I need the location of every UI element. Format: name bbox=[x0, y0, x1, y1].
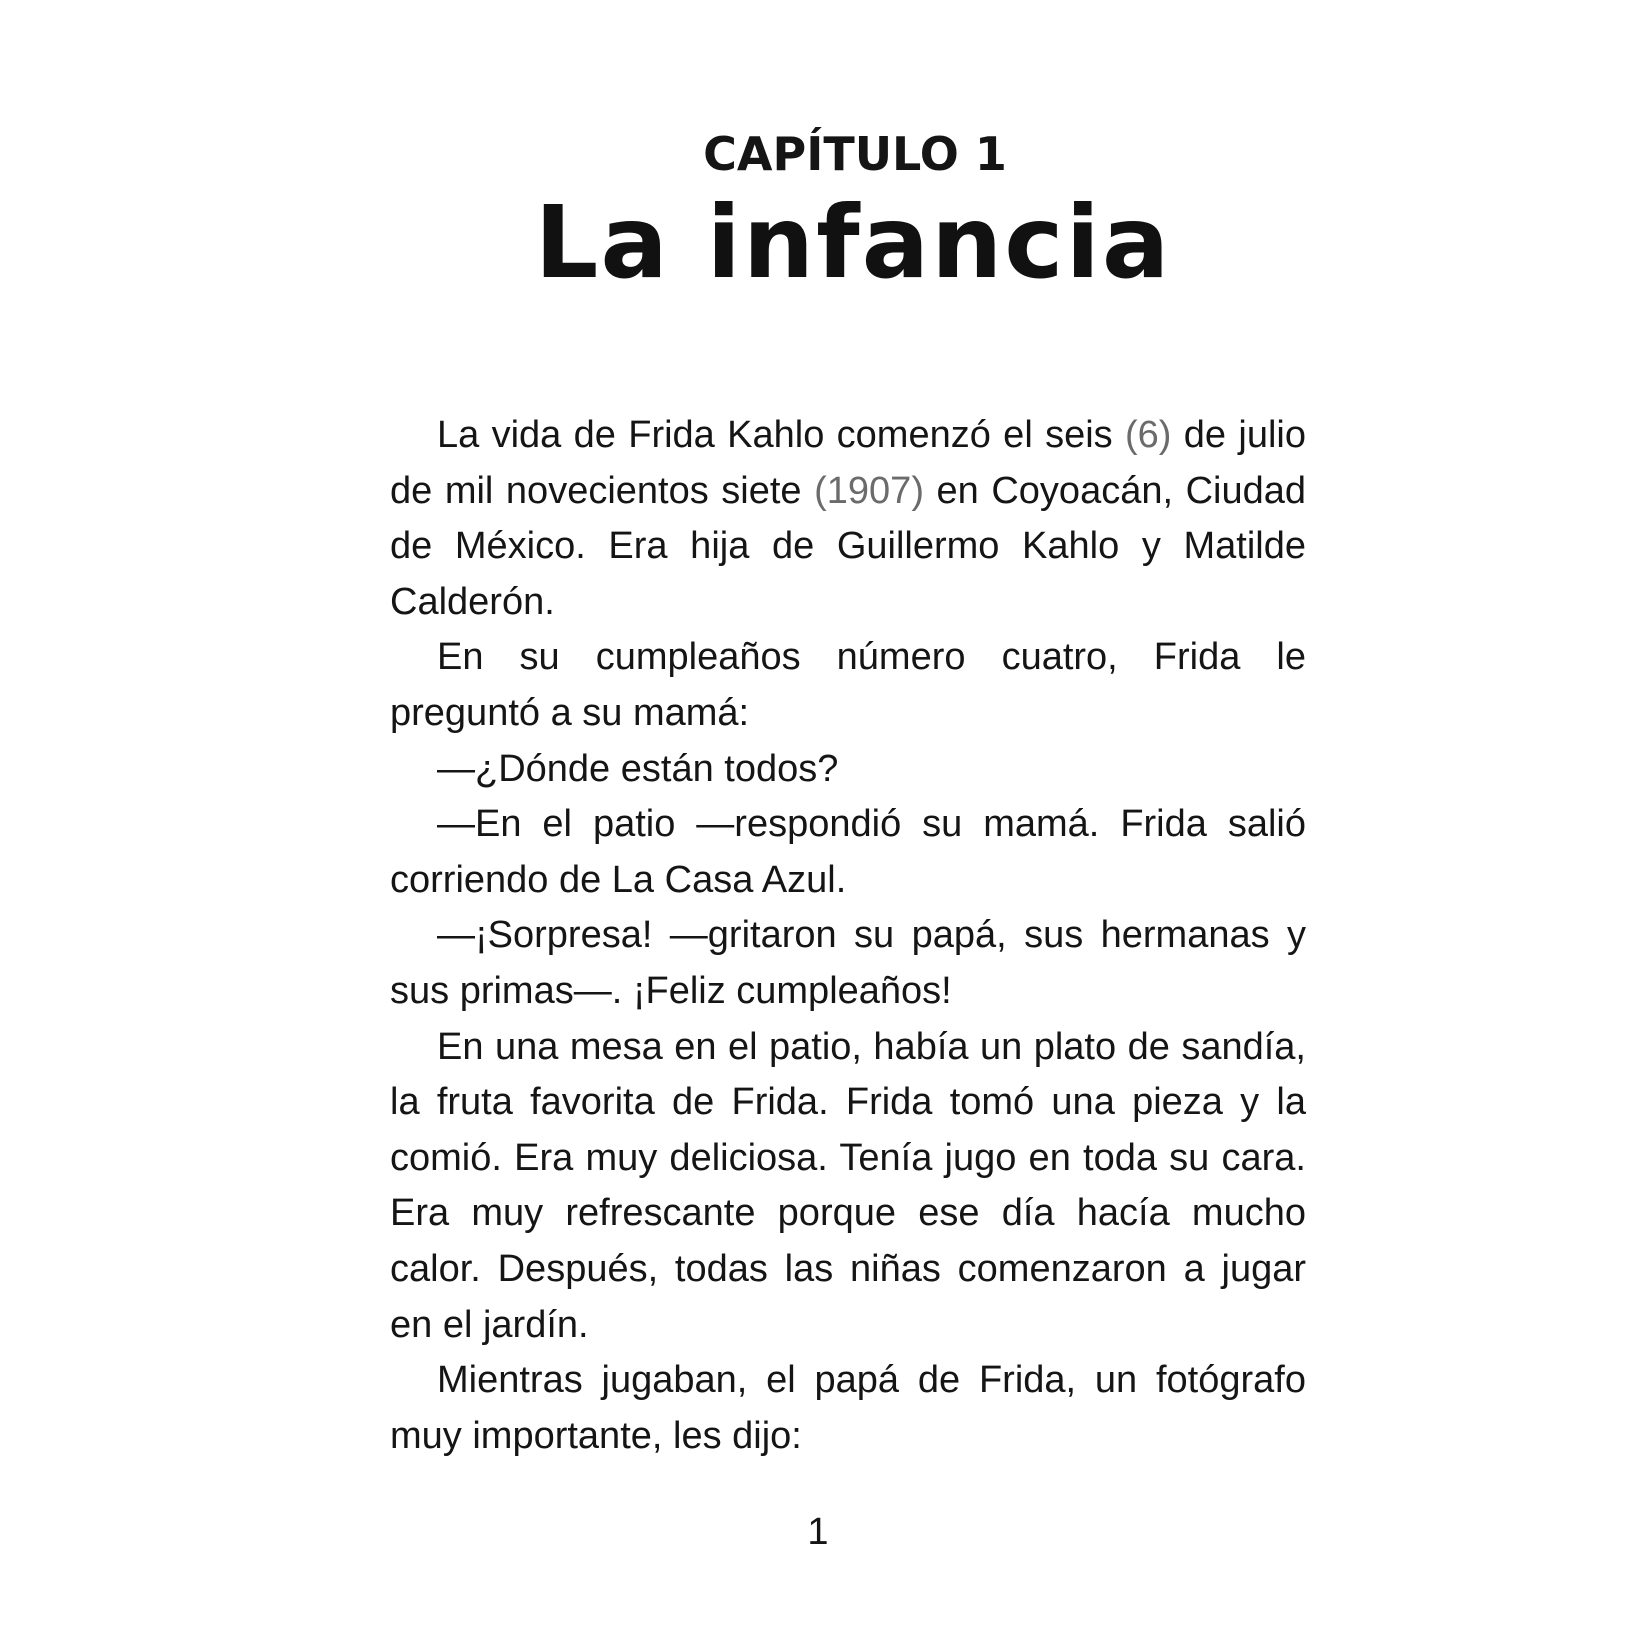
chapter-title: La infancia bbox=[534, 184, 1172, 301]
text-segment: En su cumpleaños número cuatro, Frida le preguntó a su mamá: bbox=[390, 636, 1306, 734]
chapter-label: CAPÍTULO 1 bbox=[703, 127, 1007, 181]
dialogue-line bbox=[390, 742, 1306, 798]
page-number: 1 bbox=[807, 1511, 829, 1553]
paragraph bbox=[390, 1353, 1306, 1464]
text-segment: en Coyoacán, Ciudad de México. Era hija de Guillermo Kahlo y Matilde Calderón. bbox=[390, 469, 1307, 623]
text-segment: —En el patio —respondió su mamá. Frida salió corriendo de La Casa Azul. bbox=[390, 803, 1306, 901]
number-in-parentheses: (1907) bbox=[814, 469, 924, 512]
chapter-body bbox=[390, 408, 1306, 1464]
text-segment: de julio de mil novecientos siete bbox=[390, 414, 1306, 512]
number-in-parentheses: (6) bbox=[1125, 414, 1172, 456]
text-segment: La vida de Frida Kahlo comenzó el seis bbox=[437, 414, 1126, 456]
dialogue-line bbox=[390, 797, 1306, 908]
paragraph bbox=[390, 1020, 1306, 1354]
paragraph bbox=[390, 408, 1306, 630]
dialogue-line bbox=[390, 908, 1306, 1019]
text-segment: Mientras jugaban, el papá de Frida, un fotógrafo muy importante, les dijo: bbox=[390, 1359, 1306, 1457]
text-segment: En una mesa en el patio, había un plato de sandía, la fruta favorita de Frida. Frida tomó una pieza y la comió. Era muy deliciosa. Tenía jugo en toda su cara. Era muy refrescante porque ese día hacía mucho calor. Después, todas las niñas comenzaron a jugar en el jardín. bbox=[390, 1025, 1306, 1346]
text-segment: —¡Sorpresa! —gritaron su papá, sus hermanas y sus primas—. ¡Feliz cumpleaños! bbox=[390, 914, 1306, 1012]
paragraph bbox=[390, 630, 1306, 741]
text-segment: —¿Dónde están todos? bbox=[437, 747, 839, 790]
